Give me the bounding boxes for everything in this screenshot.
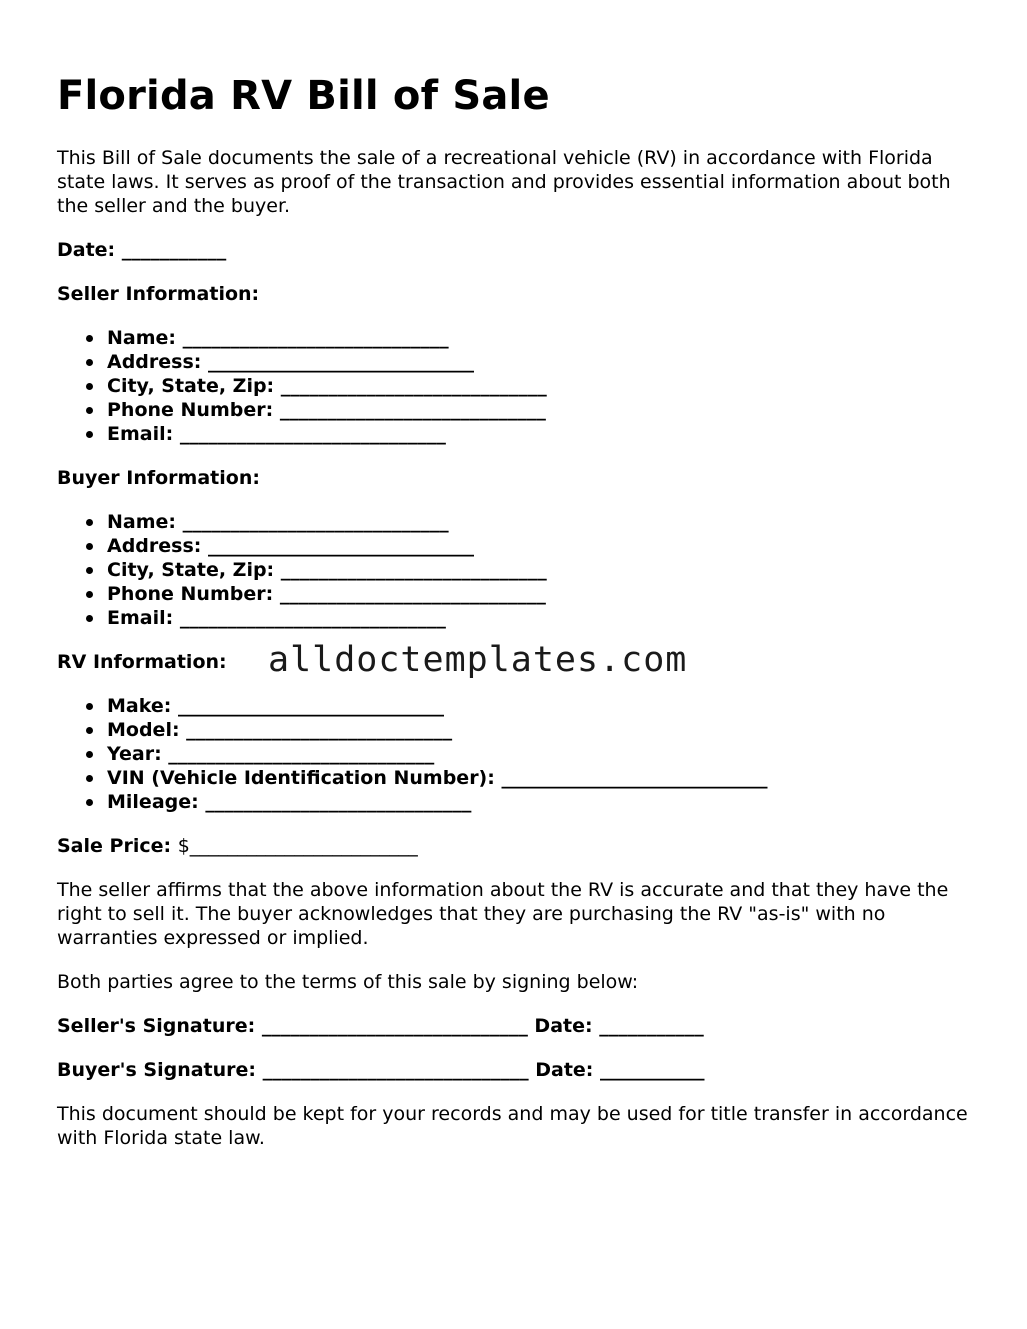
buyer-city-state-zip-field: City, State, Zip: ____________________________	[107, 558, 977, 582]
buyer-phone-field: Phone Number: ____________________________	[107, 582, 977, 606]
seller-address-field: Address: ____________________________	[107, 350, 977, 374]
rv-heading: RV Information:	[57, 651, 227, 673]
buyer-fields-list	[57, 510, 977, 630]
seller-fields-list	[57, 326, 977, 446]
buyer-signature-line: Buyer's Signature: ____________________________ Date: ___________	[57, 1059, 705, 1081]
seller-email-field: Email: ____________________________	[107, 422, 977, 446]
seller-heading: Seller Information:	[57, 283, 260, 305]
seller-name-field: Name: ____________________________	[107, 326, 977, 350]
bill-of-sale-document	[57, 70, 977, 1150]
rv-year-field: Year: ____________________________	[107, 742, 977, 766]
buyer-heading: Buyer Information:	[57, 467, 260, 489]
intro-paragraph: This Bill of Sale documents the sale of a recreational vehicle (RV) in accordance with Florida state laws. It serves as proof of the transaction and provides essential information about both the seller and the buyer.	[57, 147, 951, 217]
seller-signature-line: Seller's Signature: ____________________________ Date: ___________	[57, 1015, 704, 1037]
affirmation-paragraph: The seller affirms that the above information about the RV is accurate and that they have the right to sell it. The buyer acknowledges that they are purchasing the RV "as-is" with no warranties expressed or implied.	[57, 879, 949, 949]
sale-price-value: $________________________	[177, 835, 418, 857]
rv-mileage-field: Mileage: ____________________________	[107, 790, 977, 814]
sale-price-label: Sale Price:	[57, 835, 172, 857]
rv-vin-field: VIN (Vehicle Identification Number): ____________________________	[107, 766, 977, 790]
page-title: Florida RV Bill of Sale	[57, 73, 550, 119]
agreement-paragraph: Both parties agree to the terms of this sale by signing below:	[57, 971, 639, 993]
buyer-address-field: Address: ____________________________	[107, 534, 977, 558]
footer-paragraph: This document should be kept for your records and may be used for title transfer in accordance with Florida state law.	[57, 1103, 968, 1149]
date-field: Date: ___________	[57, 239, 227, 261]
buyer-name-field: Name: ____________________________	[107, 510, 977, 534]
rv-model-field: Model: ____________________________	[107, 718, 977, 742]
rv-heading-row	[57, 640, 977, 680]
rv-make-field: Make: ____________________________	[107, 694, 977, 718]
watermark: alldoctemplates.com	[268, 640, 688, 680]
seller-phone-field: Phone Number: ____________________________	[107, 398, 977, 422]
buyer-email-field: Email: ____________________________	[107, 606, 977, 630]
rv-fields-list	[57, 694, 977, 814]
sale-price-field	[57, 834, 977, 858]
seller-city-state-zip-field: City, State, Zip: ____________________________	[107, 374, 977, 398]
